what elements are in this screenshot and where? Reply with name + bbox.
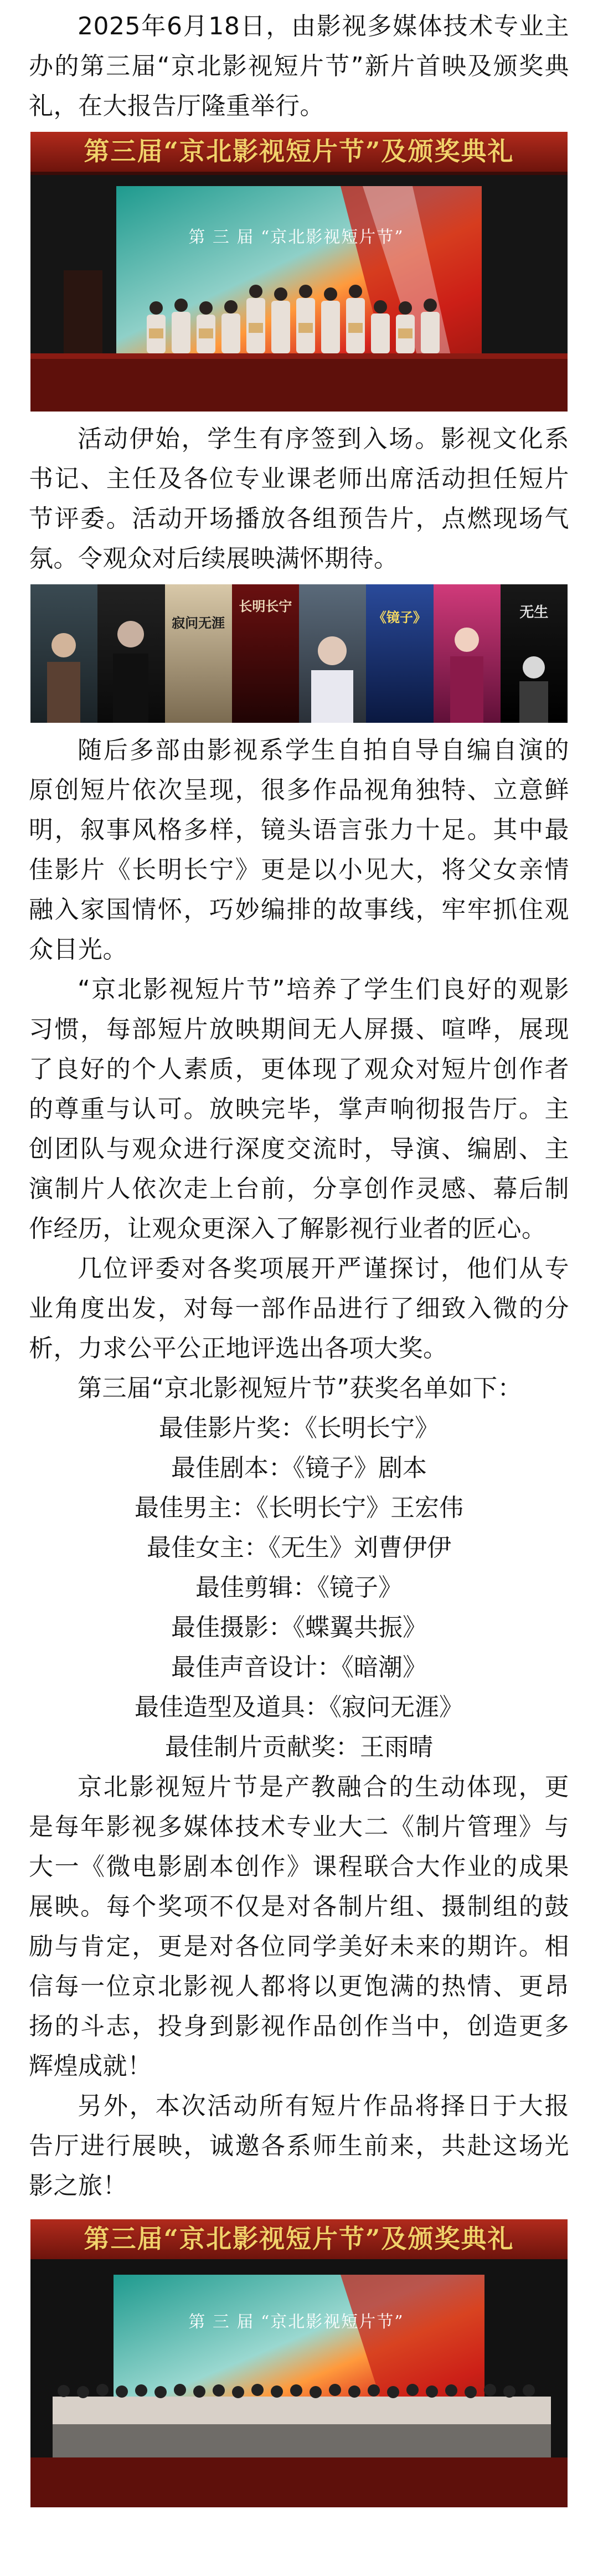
poster-8 (501, 584, 568, 723)
paragraph-opening: 活动伊始，学生有序签到入场。影视文化系书记、主任及各位专业课老师出席活动担任短片节评委。活动开场播放各组预告片，点燃现场气氛。令观众对后续展映满怀期待。 (29, 425, 569, 573)
ceremony-photo-bottom (30, 2219, 568, 2507)
paragraph-audience: “京北影视短片节”培养了学生们良好的观影习惯，每部短片放映期间无人屏摄、喧哗，展现了良好的个人素质，更体现了观众对短片创作者的尊重与认可。放映完毕，掌声响彻报告厅。主创团队与观众进行深度交流时，导演、编剧、主演制片人依次走上台前，分享创作灵感、幕后制作经历，让观众更深入了解影视行业者的匠心。 (29, 975, 569, 1243)
award-item: 最佳声音设计：《暗潮》 (171, 1653, 427, 1682)
award-item: 最佳摄影：《蝶翼共振》 (171, 1613, 427, 1642)
poster-8-figure (501, 584, 568, 723)
award-item: 最佳制片贡献奖：王雨晴 (165, 1733, 433, 1761)
paragraph-judges: 几位评委对各奖项展开严谨探讨，他们从专业角度出发，对每一部作品进行了细致入微的分析，力求公平公正地评选出各项大奖。 (29, 1254, 569, 1362)
screen-title-top: 第 三 届 “京北影视短片节” (188, 228, 404, 247)
paragraph-screening: 随后多部由影视系学生自拍自导自编自演的原创短片依次呈现，很多作品视角独特、立意鲜明，叙事风格多样，镜头语言张力十足。其中最佳影片《长明长宁》更是以小见大，将父女亲情融入家国情怀，巧妙编排的故事线，牢牢抓住观众目光。 (29, 736, 569, 964)
poster-8-title: 无生 (519, 604, 549, 621)
award-item: 最佳影片奖：《长明长宁》 (159, 1414, 439, 1442)
poster-1 (30, 584, 97, 723)
poster-4-title: 长明长宁 (239, 598, 292, 614)
poster-6 (366, 584, 433, 723)
poster-3 (165, 584, 232, 723)
ceremony-photo-bottom-drawing (30, 2219, 568, 2507)
poster-1-figure (30, 584, 97, 723)
poster-7 (434, 584, 501, 723)
award-item: 最佳男主：《长明长宁》王宏伟 (135, 1494, 463, 1522)
poster-5-figure (299, 584, 366, 723)
banner-title-top: 第三届“京北影视短片节”及颁奖典礼 (84, 136, 514, 166)
poster-2 (97, 584, 164, 723)
ceremony-photo-top (30, 132, 568, 412)
award-item: 最佳剪辑：《镜子》 (195, 1574, 403, 1602)
poster-7-figure (434, 584, 501, 723)
poster-2-figure (97, 584, 164, 723)
paragraph-intro: 2025年6月18日，由影视多媒体技术专业主办的第三届“京北影视短片节”新片首映及颁奖典礼，在大报告厅隆重举行。 (29, 12, 569, 120)
poster-strip (30, 584, 568, 723)
poster-3-title: 寂问无涯 (172, 615, 225, 631)
banner-title-bottom: 第三届“京北影视短片节”及颁奖典礼 (84, 2224, 514, 2254)
award-item: 最佳女主：《无生》刘曹伊伊 (147, 1534, 451, 1562)
article (0, 7, 598, 2507)
screen-title-bottom: 第 三 届 “京北影视短片节” (188, 2312, 404, 2332)
paragraph-summary: 京北影视短片节是产教融合的生动体现，更是每年影视多媒体技术专业大二《制片管理》与大一《微电影剧本创作》课程联合大作业的成果展映。每个奖项不仅是对各制片组、摄制组的鼓励与肯定，更是对各位同学美好未来的期许。相信每一位京北影视人都将以更饱满的热情、更昂扬的斗志，投身到影视作品创作当中，创造更多辉煌成就！ (29, 1773, 569, 2080)
paragraph-invitation: 另外，本次活动所有短片作品将择日于大报告厅进行展映，诚邀各系师生前来，共赴这场光影之旅！ (29, 2092, 569, 2200)
poster-6-title: 《镜子》 (373, 609, 426, 625)
award-item: 最佳剧本：《镜子》剧本 (171, 1454, 427, 1482)
poster-4 (232, 584, 299, 723)
poster-5 (299, 584, 366, 723)
awards-list (0, 1408, 598, 1767)
ceremony-photo-top-drawing (30, 132, 568, 412)
award-item: 最佳造型及道具：《寂问无涯》 (135, 1693, 463, 1721)
awards-heading: 第三届“京北影视短片节”获奖名单如下： (78, 1374, 523, 1402)
